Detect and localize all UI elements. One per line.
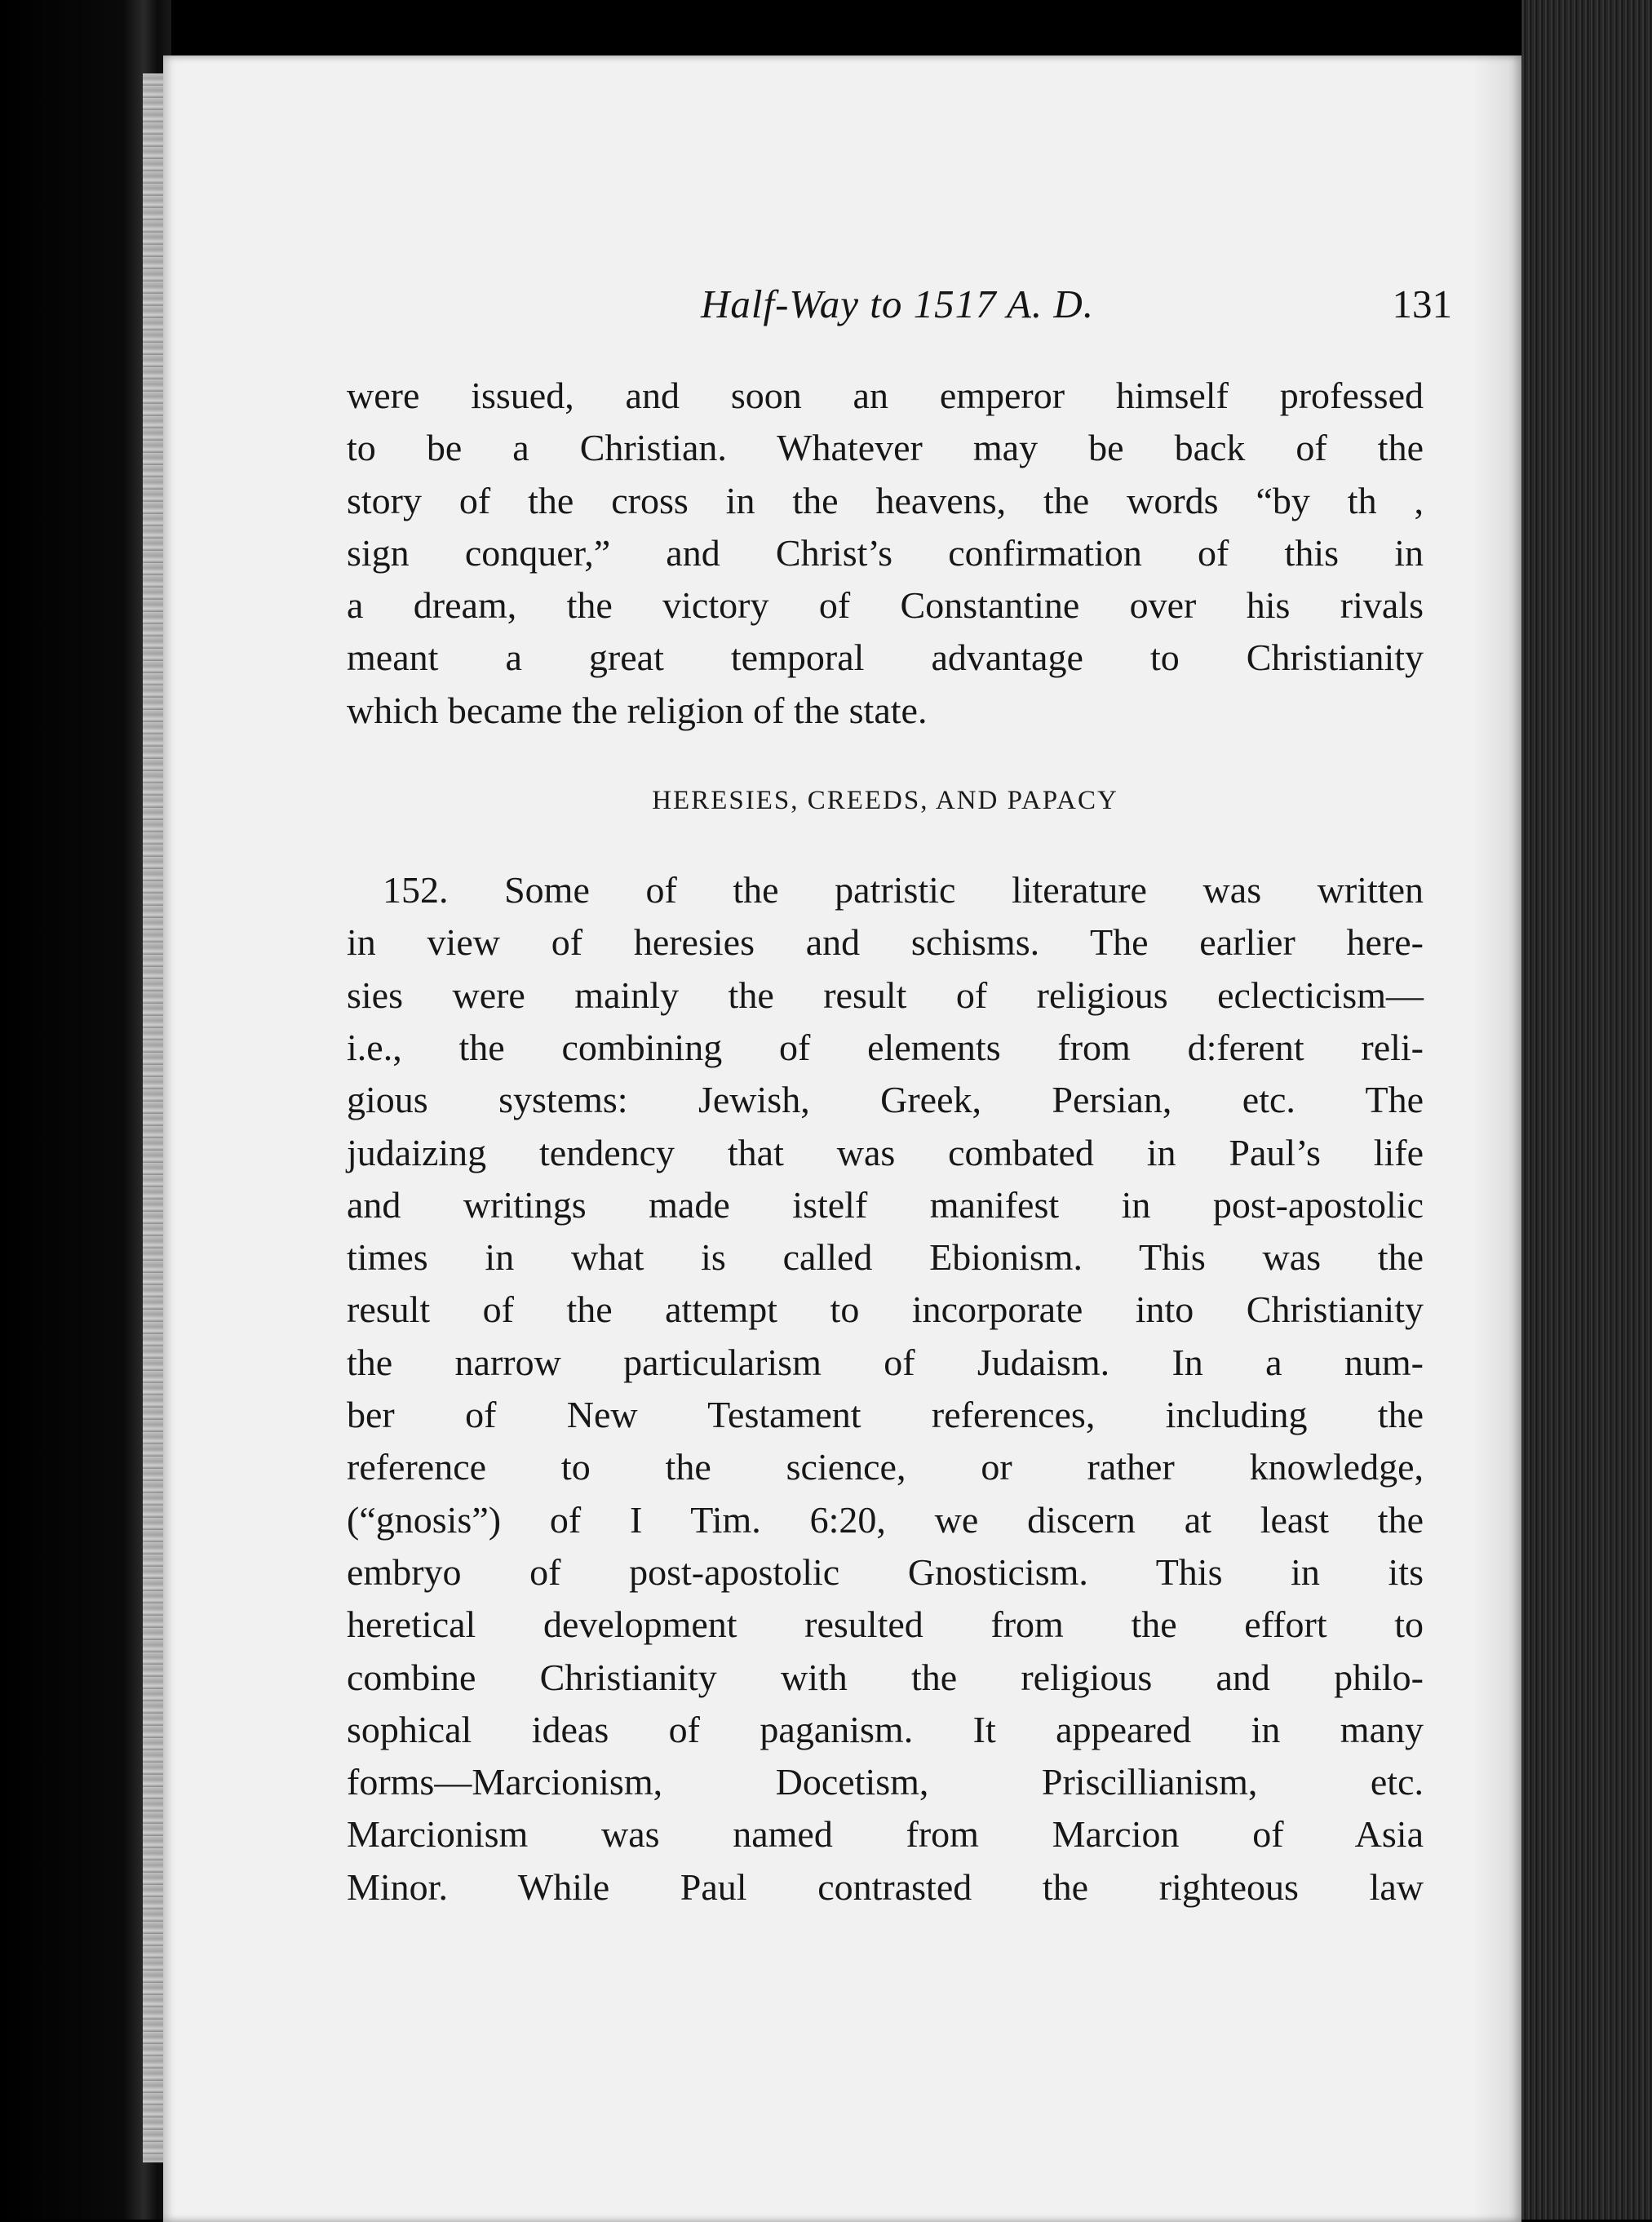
right-fabric-edge — [1521, 0, 1652, 2220]
page-shade — [1473, 55, 1521, 2222]
text-line: Marcionism was named from Marcion of Asia — [347, 1813, 1424, 1856]
running-header — [343, 281, 1452, 346]
text-line: 152. Some of the patristic literature was written — [383, 869, 1424, 911]
text-line: reference to the science, or rather knowledge, — [347, 1446, 1424, 1488]
text-line: times in what is called Ebionism. This was the — [347, 1236, 1424, 1279]
text-line: the narrow particularism of Judaism. In a num- — [347, 1341, 1424, 1383]
body-text — [347, 370, 1424, 1914]
text-line: a dream, the victory of Constantine over his rivals — [347, 584, 1424, 627]
text-line: Minor. While Paul contrasted the righteous law — [347, 1865, 1424, 1908]
running-title: Half-Way to 1517 A. D. — [700, 282, 1095, 326]
text-line: sophical ideas of paganism. It appeared in many — [347, 1708, 1424, 1750]
text-line: gious systems: Jewish, Greek, Persian, etc. The — [347, 1079, 1424, 1121]
text-line: story of the cross in the heavens, the words “by th , — [347, 479, 1424, 521]
text-line: were issued, and soon an emperor himself professed — [347, 375, 1424, 416]
text-line: in view of heresies and schisms. The earlier here- — [347, 921, 1424, 964]
text-line: and writings made istelf manifest in post-apostolic — [347, 1183, 1424, 1226]
text-line: combine Christianity with the religious and philo- — [347, 1656, 1424, 1698]
text-line: sign conquer,” and Christ’s confirmation of this in — [347, 531, 1424, 574]
text-line: heretical development resulted from the effort to — [347, 1603, 1424, 1646]
text-line: meant a great temporal advantage to Christianity — [347, 636, 1424, 679]
text-line: (“gnosis”) of I Tim. 6:20, we discern at least the — [347, 1498, 1424, 1541]
paragraph-2 — [347, 864, 1424, 1914]
text-line: result of the attempt to incorporate into Christianity — [347, 1288, 1424, 1331]
text-line: embryo of post-apostolic Gnosticism. This in its — [347, 1550, 1424, 1593]
text-line: which became the religion of the state. — [347, 689, 928, 731]
paragraph-1 — [347, 370, 1424, 737]
text-line: ber of New Testament references, including the — [347, 1394, 1424, 1436]
text-line: to be a Christian. Whatever may be back of the — [347, 427, 1424, 469]
text-line: i.e., the combining of elements from d:ferent reli- — [347, 1026, 1424, 1068]
text-line: forms—Marcionism, Docetism, Priscillianism, etc. — [347, 1761, 1424, 1803]
book-page — [163, 55, 1521, 2222]
text-line: sies were mainly the result of religious eclecticism— — [347, 974, 1424, 1016]
text-line: judaizing tendency that was combated in Paul’s life — [347, 1131, 1424, 1173]
section-heading: HERESIES, CREEDS, AND PAPACY — [652, 786, 1118, 816]
page-number: 131 — [1392, 282, 1452, 326]
